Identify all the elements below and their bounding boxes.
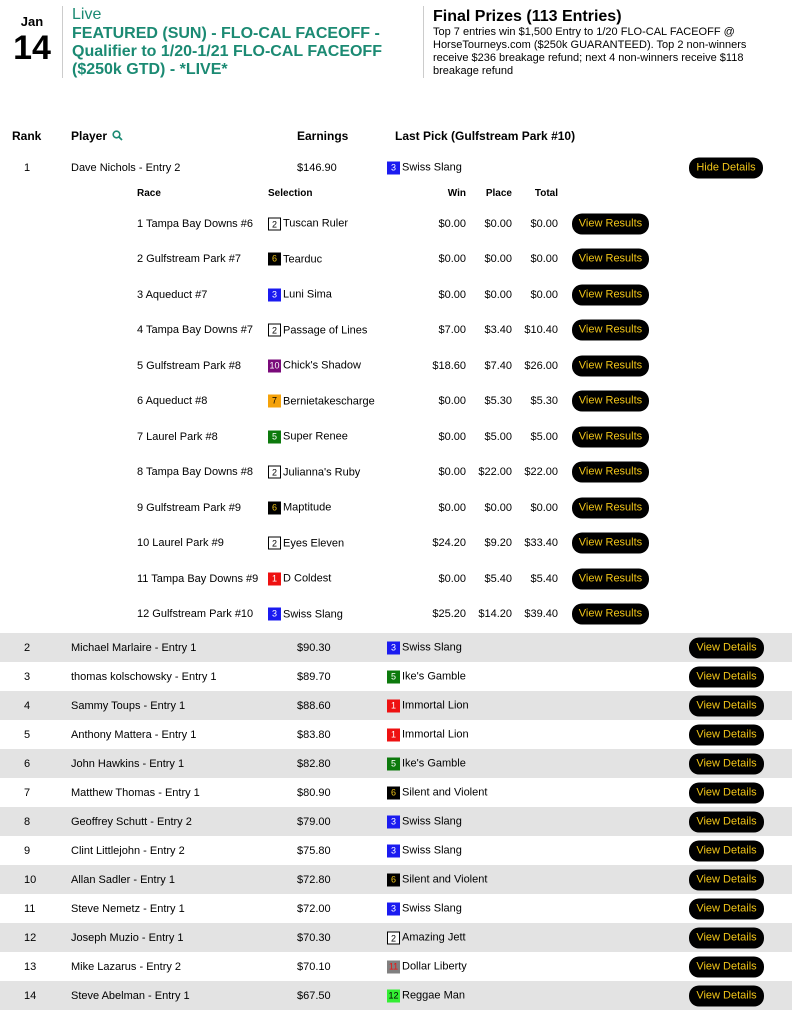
selection <box>268 217 348 230</box>
horse-name: Dollar Liberty <box>402 960 467 973</box>
horse-name: Reggae Man <box>402 989 465 1002</box>
earnings: $146.90 <box>297 161 337 174</box>
total-amount: $0.00 <box>530 217 558 230</box>
post-number-badge: 6 <box>387 786 400 799</box>
view-details-button[interactable]: View Details <box>689 956 764 977</box>
earnings: $80.90 <box>297 786 331 799</box>
detail-row <box>0 490 792 525</box>
place-amount: $0.00 <box>484 288 512 301</box>
horse-name: Immortal Lion <box>402 728 469 741</box>
hide-details-button[interactable]: Hide Details <box>689 157 763 178</box>
player-name: Sammy Toups - Entry 1 <box>71 699 186 712</box>
race-name: 12 Gulfstream Park #10 <box>137 608 254 620</box>
post-number-badge: 1 <box>387 728 400 741</box>
rank: 1 <box>24 161 31 174</box>
view-results-button[interactable]: View Results <box>572 604 649 625</box>
selection <box>268 430 348 443</box>
post-number-badge: 3 <box>387 641 400 654</box>
horse-name: Chick's Shadow <box>283 359 361 372</box>
post-number-badge: 3 <box>387 161 400 174</box>
last-pick <box>387 728 469 741</box>
player-name: John Hawkins - Entry 1 <box>71 757 185 770</box>
rank: 6 <box>24 757 31 770</box>
horse-name: Swiss Slang <box>402 902 462 915</box>
rank: 2 <box>24 641 31 654</box>
selection <box>268 608 343 621</box>
post-number-badge: 2 <box>268 537 281 550</box>
view-results-button[interactable]: View Results <box>572 391 649 412</box>
view-details-button[interactable]: View Details <box>689 637 764 658</box>
prizes-title: Final Prizes (113 Entries) <box>433 8 622 25</box>
view-results-button[interactable]: View Results <box>572 568 649 589</box>
earnings: $89.70 <box>297 670 331 683</box>
player-name: Matthew Thomas - Entry 1 <box>71 786 200 799</box>
post-number-badge: 11 <box>388 961 399 971</box>
place-amount: $5.30 <box>484 395 512 407</box>
player-name: Dave Nichols - Entry 2 <box>71 161 181 174</box>
win-amount: $0.00 <box>438 253 466 265</box>
leaderboard-row <box>0 865 792 894</box>
view-details-button[interactable]: View Details <box>689 695 764 716</box>
view-results-button[interactable]: View Results <box>572 426 649 447</box>
race-name: 4 Tampa Bay Downs #7 <box>137 324 253 336</box>
post-number-badge: 6 <box>268 253 281 266</box>
rank-header: Rank <box>12 129 42 143</box>
divider <box>62 6 63 78</box>
race-name: 11 Tampa Bay Downs #9 <box>137 572 259 585</box>
win-amount: $0.00 <box>438 288 466 301</box>
detail-row <box>0 526 792 561</box>
selection <box>268 253 322 266</box>
player-name: Geoffrey Schutt - Entry 2 <box>71 815 192 828</box>
view-details-button[interactable]: View Details <box>689 666 764 687</box>
win-amount: $25.20 <box>432 608 466 620</box>
earnings: $72.80 <box>297 873 331 886</box>
race-name: 2 Gulfstream Park #7 <box>137 253 241 265</box>
win-amount: $7.00 <box>438 324 466 336</box>
horse-name: Amazing Jett <box>402 931 466 944</box>
view-results-button[interactable]: View Results <box>572 320 649 341</box>
event-month: Jan <box>20 14 44 29</box>
earnings: $79.00 <box>297 815 331 828</box>
race-name: 9 Gulfstream Park #9 <box>137 501 241 514</box>
player-name: Steve Abelman - Entry 1 <box>71 989 190 1002</box>
win-amount: $0.00 <box>438 501 466 514</box>
earnings: $70.30 <box>297 931 331 944</box>
horse-name: Luni Sima <box>283 288 332 301</box>
divider <box>423 6 424 78</box>
earnings: $82.80 <box>297 757 331 770</box>
player-name: Anthony Mattera - Entry 1 <box>71 728 197 741</box>
player-name: thomas kolschowsky - Entry 1 <box>71 670 217 683</box>
post-number-badge: 2 <box>387 931 400 944</box>
last-pick <box>387 641 462 654</box>
total-amount: $5.00 <box>530 430 558 443</box>
view-results-button[interactable]: View Results <box>572 284 649 305</box>
earnings: $90.30 <box>297 641 331 654</box>
view-results-button[interactable]: View Results <box>572 213 649 234</box>
post-number-badge: 5 <box>268 430 281 443</box>
rank: 14 <box>24 989 37 1002</box>
place-amount: $5.40 <box>484 572 512 585</box>
horse-name: Tearduc <box>283 253 323 265</box>
last-pick <box>387 960 467 973</box>
post-number-badge: 2 <box>268 217 281 230</box>
place-amount: $3.40 <box>484 324 512 336</box>
leaderboard-row <box>0 807 792 836</box>
horse-name: Silent and Violent <box>402 873 488 886</box>
horse-name: Swiss Slang <box>402 844 462 857</box>
post-number-badge: 5 <box>387 670 400 683</box>
leaderboard-row <box>0 923 792 952</box>
post-number-badge: 1 <box>268 572 281 585</box>
detail-row <box>0 277 792 312</box>
view-details-button[interactable]: View Details <box>689 840 764 861</box>
post-number-badge: 3 <box>387 815 400 828</box>
horse-name: D Coldest <box>283 572 332 585</box>
leaderboard-row <box>0 952 792 981</box>
win-amount: $24.20 <box>432 537 466 549</box>
selection <box>268 288 332 301</box>
player-header <box>71 129 123 144</box>
post-number-badge: 6 <box>387 873 400 886</box>
win-amount: $18.60 <box>432 359 466 372</box>
rank: 9 <box>24 844 31 857</box>
view-details-button[interactable]: View Details <box>689 753 764 774</box>
place-amount: $14.20 <box>478 608 512 620</box>
win-amount: $0.00 <box>438 572 466 585</box>
horse-name: Swiss Slang <box>283 608 343 620</box>
detail-row <box>0 561 792 596</box>
detail-row <box>0 384 792 419</box>
rank: 4 <box>24 699 31 712</box>
player-name: Mike Lazarus - Entry 2 <box>71 960 182 973</box>
horse-name: Passage of Lines <box>283 324 368 336</box>
rank: 8 <box>24 815 31 828</box>
total-amount: $33.40 <box>524 537 558 549</box>
earnings: $88.60 <box>297 699 331 712</box>
last-pick <box>387 699 469 712</box>
total-amount: $10.40 <box>524 324 558 336</box>
view-results-button[interactable]: View Results <box>572 249 649 270</box>
player-header-label: Player <box>71 129 108 143</box>
post-number-badge: 6 <box>268 501 281 514</box>
prizes-description: Top 7 entries win $1,500 Entry to 1/20 FLO-CAL FACEOFF @ HorseTourneys.com ($250k GUARANTEED). Top 2 non-winners receive $236 breakage refund; next 4 non-winners receive $118 breakage refund <box>433 26 747 77</box>
view-details-button[interactable]: View Details <box>689 811 764 832</box>
leaderboard-row <box>0 836 792 865</box>
post-number-badge: 1 <box>387 699 400 712</box>
last-pick <box>387 873 487 886</box>
race-name: 6 Aqueduct #8 <box>137 395 208 407</box>
place-amount: $5.00 <box>484 430 512 443</box>
post-number-badge: 3 <box>387 902 400 915</box>
post-number-badge: 5 <box>387 757 400 770</box>
view-details-button[interactable]: View Details <box>689 724 764 745</box>
place-amount: $0.00 <box>484 501 512 514</box>
post-number-badge: 3 <box>268 288 281 301</box>
selection <box>268 359 361 372</box>
place-amount: $22.00 <box>478 466 512 478</box>
total-amount: $0.00 <box>530 501 558 514</box>
view-details-button[interactable]: View Details <box>689 782 764 803</box>
player-name: Clint Littlejohn - Entry 2 <box>71 844 185 857</box>
leaderboard-row <box>0 720 792 749</box>
detail-row <box>0 348 792 383</box>
event-date <box>12 14 52 65</box>
last-pick <box>387 989 465 1002</box>
horse-name: Swiss Slang <box>402 161 462 174</box>
detail-row <box>0 419 792 454</box>
last-pick <box>387 815 462 828</box>
rank: 3 <box>24 670 31 683</box>
horse-name: Tuscan Ruler <box>283 217 349 230</box>
view-results-button[interactable]: View Results <box>572 355 649 376</box>
view-details-button[interactable]: View Details <box>689 927 764 948</box>
total-amount: $22.00 <box>524 466 558 478</box>
rank: 12 <box>24 931 37 944</box>
horse-name: Julianna's Ruby <box>283 466 361 478</box>
race-name: 7 Laurel Park #8 <box>137 430 218 443</box>
event-day: 14 <box>13 29 51 67</box>
selection <box>268 572 331 585</box>
horse-name: Swiss Slang <box>402 815 462 828</box>
rank: 7 <box>24 786 31 799</box>
horse-name: Immortal Lion <box>402 699 469 712</box>
earnings: $72.00 <box>297 902 331 915</box>
contest-status: Live <box>72 6 102 23</box>
leaderboard-row <box>0 153 792 182</box>
horse-name: Silent and Violent <box>402 786 488 799</box>
win-amount: $0.00 <box>438 217 466 230</box>
horse-name: Eyes Eleven <box>283 537 345 549</box>
rank: 11 <box>24 902 36 915</box>
player-name: Michael Marlaire - Entry 1 <box>71 641 197 654</box>
detail-race-header: Race <box>137 188 161 199</box>
total-amount: $5.30 <box>530 395 558 407</box>
place-amount: $0.00 <box>484 253 512 265</box>
last-pick <box>387 786 487 799</box>
last-pick <box>387 931 466 944</box>
post-number-badge: 2 <box>268 466 281 479</box>
race-name: 5 Gulfstream Park #8 <box>137 359 241 372</box>
detail-row <box>0 597 792 632</box>
horse-name: Ike's Gamble <box>402 757 466 770</box>
detail-row <box>0 206 792 241</box>
post-number-badge: 7 <box>268 395 281 408</box>
leaderboard-row <box>0 894 792 923</box>
post-number-badge: 10 <box>269 360 280 370</box>
leaderboard-row <box>0 981 792 1010</box>
last-pick-header: Last Pick (Gulfstream Park #10) <box>395 129 576 143</box>
last-pick <box>387 902 462 915</box>
earnings: $75.80 <box>297 844 331 857</box>
place-amount: $9.20 <box>484 537 512 549</box>
post-number-badge: 3 <box>268 608 281 621</box>
win-amount: $0.00 <box>438 395 466 407</box>
selection <box>268 537 344 550</box>
earnings-header: Earnings <box>297 129 349 143</box>
earnings: $70.10 <box>297 960 331 973</box>
horse-name: Swiss Slang <box>402 641 462 654</box>
view-details-button[interactable]: View Details <box>689 869 764 890</box>
total-amount: $39.40 <box>524 608 558 620</box>
rank: 13 <box>24 960 37 973</box>
last-pick <box>387 844 462 857</box>
horse-name: Maptitude <box>283 501 332 514</box>
earnings: $67.50 <box>297 989 331 1002</box>
horse-name: Super Renee <box>283 430 348 443</box>
detail-row <box>0 313 792 348</box>
total-amount: $0.00 <box>530 288 558 301</box>
last-pick <box>387 161 462 174</box>
view-results-button[interactable]: View Results <box>572 462 649 483</box>
post-number-badge: 12 <box>388 990 399 1000</box>
detail-row <box>0 455 792 490</box>
leaderboard-row <box>0 749 792 778</box>
win-amount: $0.00 <box>438 430 466 443</box>
selection <box>268 324 367 337</box>
race-name: 8 Tampa Bay Downs #8 <box>137 466 253 478</box>
post-number-badge: 2 <box>268 324 281 337</box>
selection <box>268 501 331 514</box>
post-number-badge: 3 <box>387 844 400 857</box>
detail-row <box>0 242 792 277</box>
horse-name: Bernietakescharge <box>283 395 375 407</box>
contest-title: FEATURED (SUN) - FLO-CAL FACEOFF - Qualifier to 1/20-1/21 FLO-CAL FACEOFF ($250k GTD) - *LIVE* <box>72 25 382 78</box>
view-results-button[interactable]: View Results <box>572 533 649 554</box>
selection <box>268 466 360 479</box>
view-details-button[interactable]: View Details <box>689 985 764 1006</box>
last-pick <box>387 670 466 683</box>
leaderboard-row <box>0 633 792 662</box>
view-results-button[interactable]: View Results <box>572 497 649 518</box>
race-name: 1 Tampa Bay Downs #6 <box>137 217 253 230</box>
detail-selection-header: Selection <box>268 188 313 199</box>
place-amount: $7.40 <box>484 359 512 372</box>
detail-win-header: Win <box>447 188 466 199</box>
total-amount: $26.00 <box>524 359 558 372</box>
player-name: Joseph Muzio - Entry 1 <box>71 931 184 944</box>
earnings: $83.80 <box>297 728 331 741</box>
horse-name: Ike's Gamble <box>402 670 466 683</box>
detail-place-header: Place <box>485 188 512 199</box>
player-name: Allan Sadler - Entry 1 <box>71 873 175 886</box>
race-name: 3 Aqueduct #7 <box>137 288 208 301</box>
last-pick <box>387 757 466 770</box>
detail-total-header: Total <box>534 188 558 199</box>
leaderboard-row <box>0 778 792 807</box>
place-amount: $0.00 <box>484 217 512 230</box>
rank: 10 <box>24 873 37 886</box>
total-amount: $5.40 <box>530 572 558 585</box>
total-amount: $0.00 <box>530 253 558 265</box>
view-details-button[interactable]: View Details <box>689 898 764 919</box>
player-name: Steve Nemetz - Entry 1 <box>71 902 185 915</box>
search-icon[interactable] <box>112 130 123 144</box>
rank: 5 <box>24 728 31 741</box>
leaderboard-row <box>0 691 792 720</box>
selection <box>268 395 375 408</box>
race-name: 10 Laurel Park #9 <box>137 537 224 549</box>
leaderboard-row <box>0 662 792 691</box>
win-amount: $0.00 <box>438 466 466 478</box>
